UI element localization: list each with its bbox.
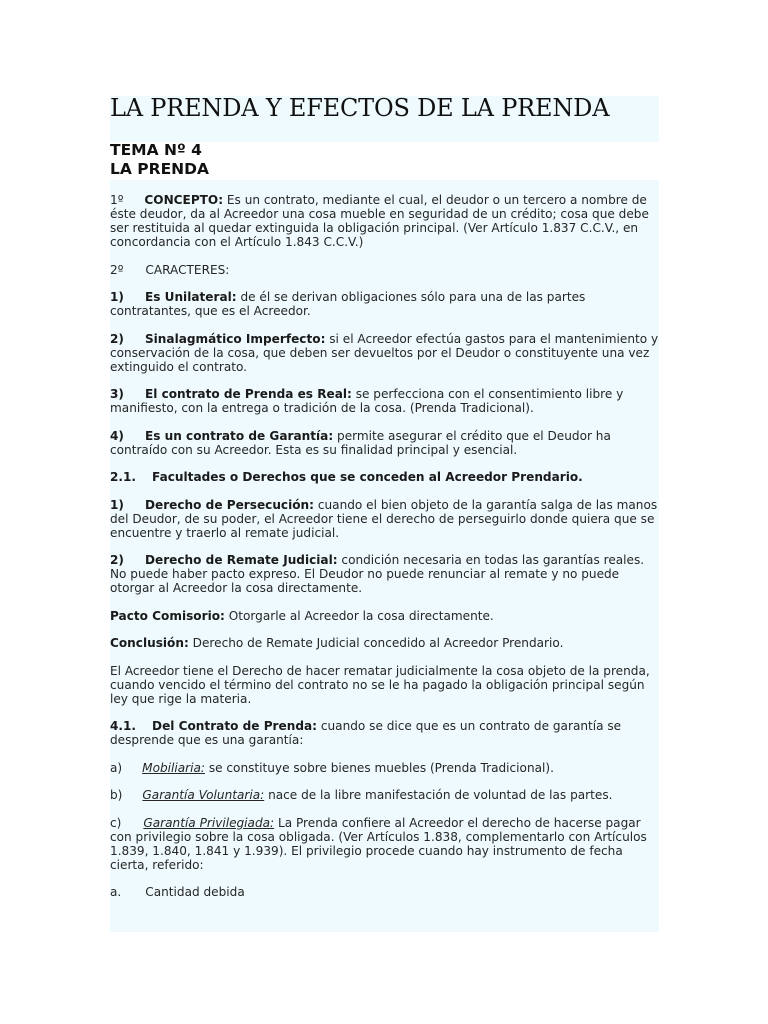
paragraph-real — [110, 387, 659, 415]
tema-number: TEMA Nº 4 — [110, 141, 202, 159]
item-number: 1) — [110, 497, 124, 512]
item-number: 3) — [110, 387, 124, 401]
paragraph-acreedor — [110, 664, 659, 706]
paragraph-text: permite asegurar el crédito que el Deudor ha contraído con su Acreedor. Esta es su finalidad principal y esencial. — [110, 428, 611, 457]
paragraph-text: si el Acreedor efectúa gastos para el mantenimiento y conservación de la cosa, que deben ser devueltos por el Deudor o constituyente una vez extinguido el contrato. — [110, 331, 659, 374]
paragraph-unilateral — [110, 290, 659, 318]
term-label: Sinalagmático Imperfecto: — [144, 331, 326, 346]
item-number: 2) — [110, 331, 124, 346]
item-number: 2º — [110, 262, 124, 277]
paragraph-concepto — [110, 193, 659, 249]
paragraph-text: cuando se dice que es un contrato de garantía se desprende que es una garantía: — [110, 719, 622, 747]
term-label: Es Unilateral: — [144, 290, 237, 304]
item-number: c) — [110, 815, 122, 830]
item-number: 2) — [110, 553, 124, 567]
item-number: 1º — [110, 193, 124, 207]
paragraph-text: condición necesaria en todas las garantías reales. No puede haber pacto expreso. El Deudor no puede renunciar al remate y no puede otorgar al Acreedor la cosa directamente. — [110, 553, 645, 595]
tema-title: LA PRENDA — [110, 160, 209, 178]
document-body — [110, 180, 659, 932]
paragraph-text: se constituye sobre bienes muebles (Prenda Tradicional). — [204, 760, 554, 775]
paragraph-sinalagmatico — [110, 332, 659, 374]
paragraph-garantia — [110, 429, 659, 457]
term-label: Garantía Privilegiada: — [143, 815, 275, 830]
paragraph-cantidad — [110, 885, 659, 899]
paragraph-remate — [110, 553, 659, 595]
paragraph-mobiliaria — [110, 761, 659, 775]
item-number: 2.1. — [110, 470, 137, 484]
paragraph-caracteres — [110, 263, 659, 277]
item-number: 4) — [110, 428, 124, 443]
term-label: Conclusión: — [110, 636, 189, 650]
paragraph-conclusion — [110, 636, 659, 650]
paragraph-text: Es un contrato, mediante el cual, el deudor o un tercero a nombre de éste deudor, da al Acreedor una cosa mueble en seguridad de un crédito; cosa que debe ser restituida al quedar extinguida la obligación principal. (Ver Artículo 1.837 C.C.V., en concordancia con el Artículo 1.843 C.C.V.) — [110, 193, 649, 249]
item-number: a) — [110, 760, 123, 775]
term-label: El contrato de Prenda es Real: — [144, 387, 352, 401]
item-number: 4.1. — [110, 719, 137, 733]
term-label: Pacto Comisorio: — [110, 608, 225, 623]
paragraph-text: se perfecciona con el consentimiento libre y manifiesto, con la entrega o tradición de la cosa. (Prenda Tradicional). — [110, 387, 624, 415]
paragraph-persecucion — [110, 498, 659, 540]
term-label: Es un contrato de Garantía: — [144, 428, 334, 443]
paragraph-facultades — [110, 470, 659, 484]
term-label: CONCEPTO: — [144, 193, 224, 207]
paragraph-pacto — [110, 609, 659, 623]
item-number: a. — [110, 885, 122, 899]
paragraph-privilegiada — [110, 816, 659, 872]
paragraph-text: El Acreedor tiene el Derecho de hacer rematar judicialmente la cosa objeto de la prenda, cuando vencido el término del contrato no se le ha pagado la obligación principal según ley que rige la materia. — [110, 663, 650, 706]
term-label: Mobiliaria: — [142, 760, 205, 775]
paragraph-text: La Prenda confiere al Acreedor el derecho de hacerse pagar con privilegio sobre la cosa obligada. (Ver Artículos 1.838, complementarlo con Artículos 1.839, 1.840, 1.841 y 1.939). El privilegio procede cuando hay instrumento de fecha cierta, referido: — [110, 815, 647, 872]
paragraph-text: nace de la libre manifestación de voluntad de las partes. — [264, 788, 613, 802]
paragraph-text: de él se derivan obligaciones sólo para una de las partes contratantes, que es el Acreedor. — [110, 290, 586, 318]
term-label: Garantía Voluntaria: — [142, 788, 265, 802]
term-label: Del Contrato de Prenda: — [152, 719, 317, 733]
term-label: Derecho de Remate Judicial: — [144, 553, 338, 567]
paragraph-text: Cantidad debida — [145, 885, 245, 899]
item-number: 1) — [110, 290, 124, 304]
paragraph-voluntaria — [110, 788, 659, 802]
page-title: LA PRENDA Y EFECTOS DE LA PRENDA — [110, 94, 610, 122]
section-heading — [110, 141, 209, 179]
term-label: Facultades o Derechos que se conceden al Acreedor Prendario. — [152, 470, 583, 484]
term-label: Derecho de Persecución: — [144, 497, 315, 512]
paragraph-contrato-prenda — [110, 719, 659, 747]
paragraph-text: Otorgarle al Acreedor la cosa directamente. — [224, 608, 494, 623]
paragraph-text: cuando el bien objeto de la garantía salga de las manos del Deudor, de su poder, el Acreedor tiene el derecho de perseguirlo donde quiera que se encuentre y traerlo al remate judicial. — [110, 497, 658, 540]
term-label: CARACTERES: — [145, 262, 230, 277]
paragraph-text: Derecho de Remate Judicial concedido al Acreedor Prendario. — [188, 636, 564, 650]
item-number: b) — [110, 788, 123, 802]
